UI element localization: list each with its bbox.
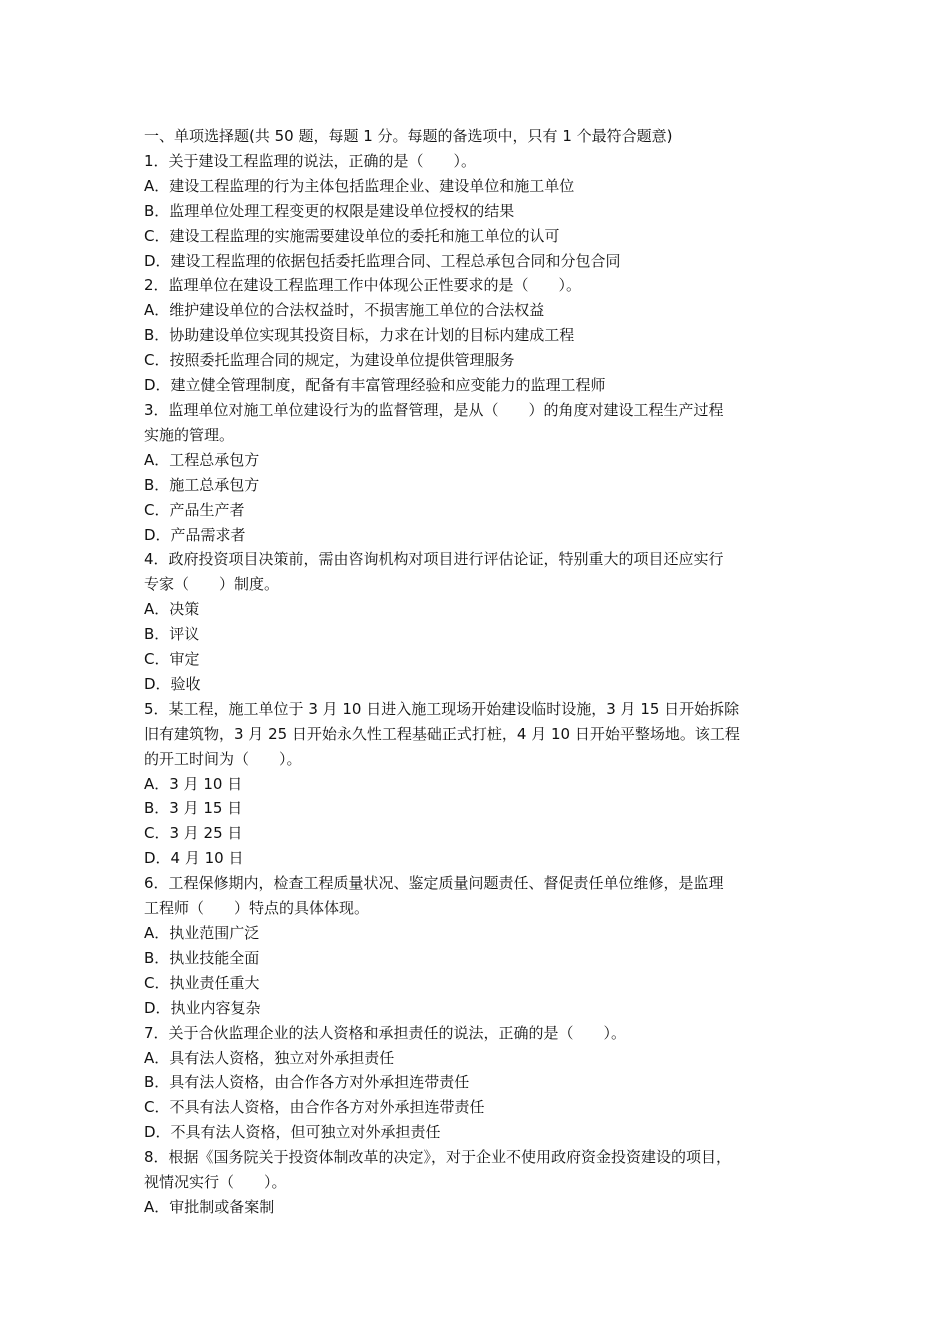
- question-stem-line: 旧有建筑物，3 月 25 日开始永久性工程基础正式打桩，4 月 10 日开始平整场地。该工程: [144, 724, 740, 743]
- question-stem-line: 的开工时间为（ ）。: [144, 749, 302, 768]
- answer-option: C．执业责任重大: [144, 973, 260, 992]
- answer-option: B．3 月 15 日: [144, 799, 243, 818]
- question-block: [144, 547, 814, 696]
- answer-option: A．建设工程监理的行为主体包括监理企业、建设单位和施工单位: [144, 176, 575, 195]
- answer-option: C．建设工程监理的实施需要建设单位的委托和施工单位的认可: [144, 226, 560, 245]
- question-stem-line: 5．某工程，施工单位于 3 月 10 日进入施工现场开始建设临时设施，3 月 15 日开始拆除: [144, 699, 740, 718]
- answer-option: A．工程总承包方: [144, 450, 260, 469]
- question-stem-line: 工程师（ ）特点的具体体现。: [144, 899, 370, 918]
- question-list: [144, 149, 814, 1220]
- question-stem-line: 4．政府投资项目决策前，需由咨询机构对项目进行评估论证，特别重大的项目还应实行: [144, 550, 724, 569]
- question-stem-line: 实施的管理。: [144, 425, 235, 444]
- answer-option: B．具有法人资格，由合作各方对外承担连带责任: [144, 1073, 470, 1092]
- answer-option: C．审定: [144, 650, 200, 669]
- answer-option: D．建立健全管理制度，配备有丰富管理经验和应变能力的监理工程师: [144, 376, 606, 395]
- answer-option: D．4 月 10 日: [144, 849, 244, 868]
- answer-option: A．3 月 10 日: [144, 774, 243, 793]
- question-stem-line: 8．根据《国务院关于投资体制改革的决定》，对于企业不使用政府资金投资建设的项目，: [144, 1148, 732, 1167]
- answer-option: A．执业范围广泛: [144, 924, 260, 942]
- answer-option: A．维护建设单位的合法权益时，不损害施工单位的合法权益: [144, 301, 545, 320]
- answer-option: B．施工总承包方: [144, 475, 260, 494]
- question-block: [144, 871, 814, 1020]
- answer-option: D．产品需求者: [144, 525, 246, 544]
- question-stem-line: 3．监理单位对施工单位建设行为的监督管理，是从（ ）的角度对建设工程生产过程: [144, 400, 724, 419]
- question-block: [144, 697, 814, 871]
- answer-option: D．建设工程监理的依据包括委托监理合同、工程总承包合同和分包合同: [144, 251, 621, 270]
- answer-option: C．不具有法人资格，由合作各方对外承担连带责任: [144, 1098, 485, 1117]
- question-stem-line: 视情况实行（ ）。: [144, 1173, 287, 1192]
- answer-option: A．审批制或备案制: [144, 1197, 275, 1216]
- answer-option: B．监理单位处理工程变更的权限是建设单位授权的结果: [144, 201, 515, 220]
- answer-option: D．验收: [144, 674, 201, 693]
- question-stem-line: 2．监理单位在建设工程监理工作中体现公正性要求的是（ ）。: [144, 276, 582, 295]
- answer-option: C．产品生产者: [144, 500, 245, 519]
- answer-option: D．不具有法人资格，但可独立对外承担责任: [144, 1123, 441, 1142]
- question-stem-line: 专家（ ）制度。: [144, 575, 280, 594]
- answer-option: A．决策: [144, 600, 200, 619]
- question-block: [144, 273, 814, 398]
- question-stem-line: 7．关于合伙监理企业的法人资格和承担责任的说法，正确的是（ ）。: [144, 1023, 627, 1042]
- question-stem-line: 1．关于建设工程监理的说法，正确的是（ ）。: [144, 151, 477, 170]
- question-block: [144, 1021, 814, 1146]
- answer-option: B．执业技能全面: [144, 948, 260, 967]
- section-title: 一、单项选择题(共 50 题，每题 1 分。每题的备选项中，只有 1 个最符合题意): [144, 127, 673, 145]
- answer-option: C．3 月 25 日: [144, 824, 243, 843]
- question-block: [144, 149, 814, 274]
- answer-option: B．协助建设单位实现其投资目标，力求在计划的目标内建成工程: [144, 326, 575, 345]
- question-stem-line: 6．工程保修期内，检查工程质量状况、鉴定质量问题责任、督促责任单位维修，是监理: [144, 874, 724, 893]
- question-block: [144, 1145, 814, 1220]
- answer-option: B．评议: [144, 625, 200, 644]
- answer-option: D．执业内容复杂: [144, 998, 261, 1017]
- document-body: [144, 124, 814, 1220]
- answer-option: A．具有法人资格，独立对外承担责任: [144, 1048, 395, 1067]
- question-block: [144, 398, 814, 547]
- answer-option: C．按照委托监理合同的规定，为建设单位提供管理服务: [144, 351, 515, 370]
